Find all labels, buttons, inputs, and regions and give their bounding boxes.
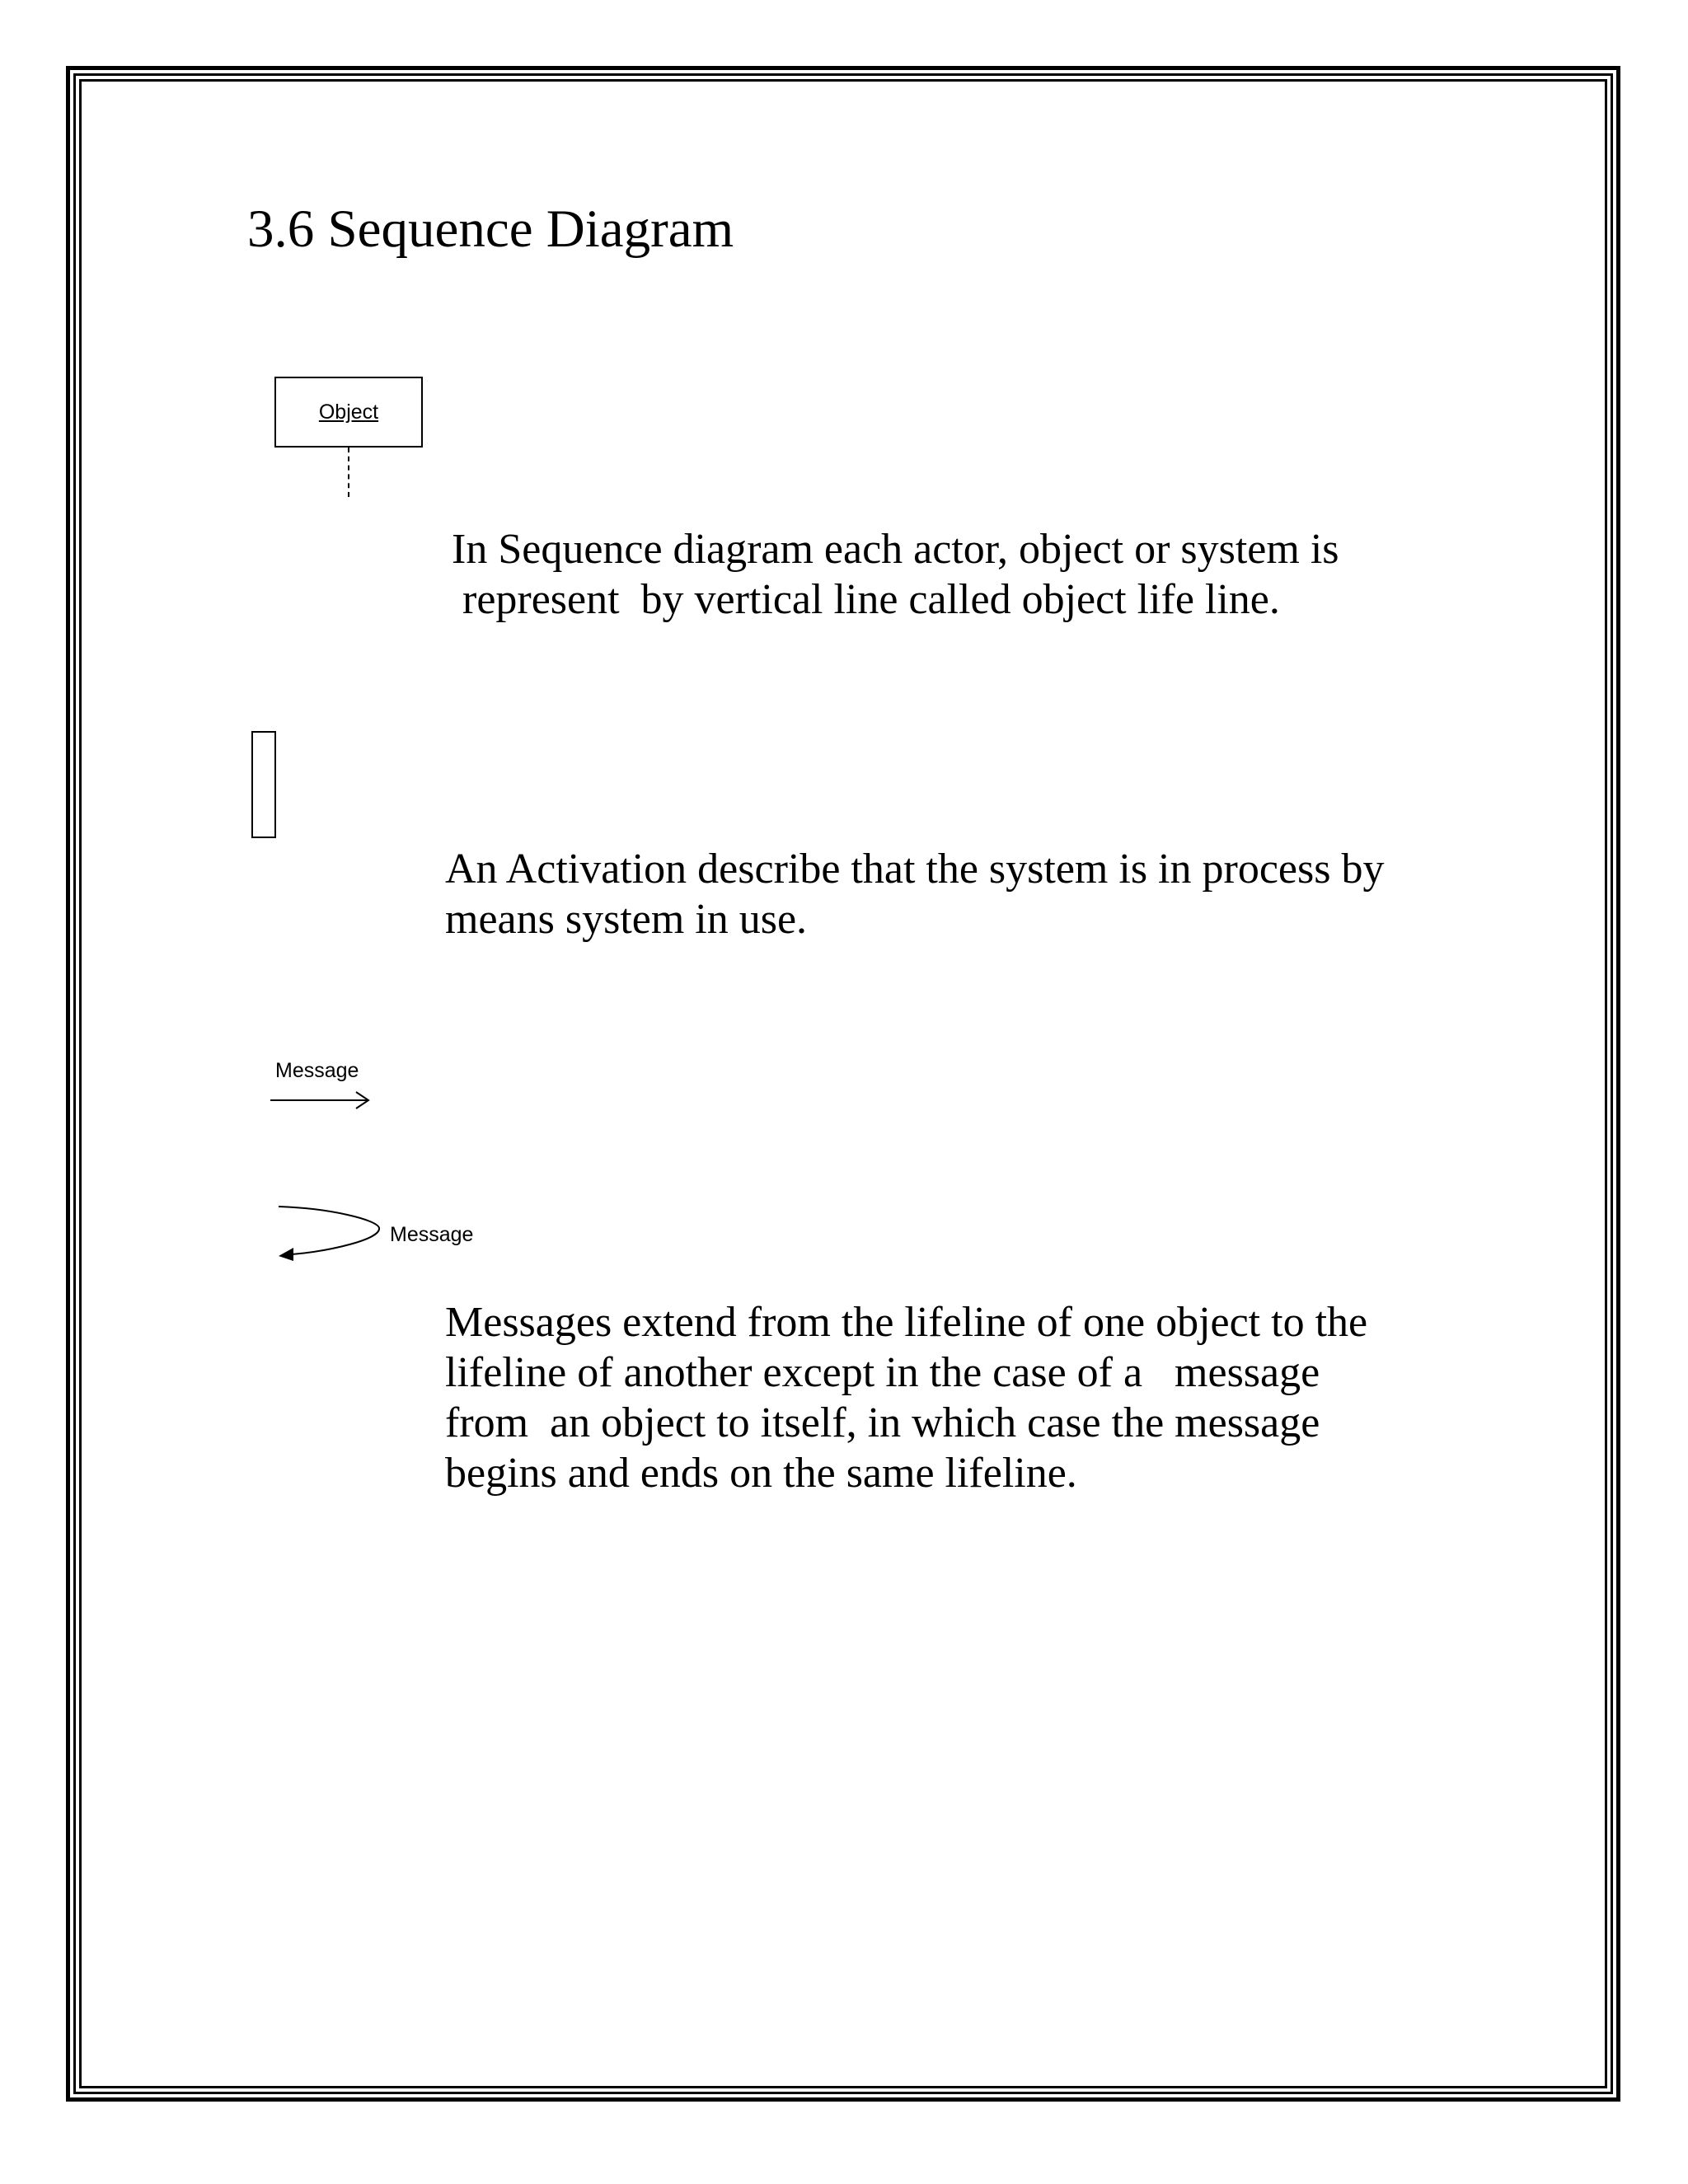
message-arrow-icon — [264, 1088, 379, 1113]
messages-description-line: lifeline of another except in the case of a message — [445, 1349, 1320, 1396]
activation-description — [445, 844, 1384, 944]
self-message-label: Message — [390, 1223, 474, 1246]
lifeline-description — [452, 524, 1339, 625]
page-title: 3.6 Sequence Diagram — [247, 199, 734, 259]
messages-description-line: from an object to itself, in which case the message — [445, 1399, 1320, 1446]
activation-description-line: An Activation describe that the system is in process by — [445, 846, 1385, 893]
messages-description — [445, 1297, 1367, 1498]
lifeline-description-line: represent by vertical line called object life line. — [452, 576, 1280, 623]
self-message-arrow-icon — [264, 1195, 387, 1277]
activation-description-line: means system in use. — [445, 896, 808, 943]
message-label: Message — [275, 1059, 359, 1082]
messages-description-line: Messages extend from the lifeline of one object to the — [445, 1299, 1368, 1346]
object-symbol — [274, 377, 423, 448]
object-label: Object — [318, 400, 379, 424]
messages-description-line: begins and ends on the same lifeline. — [445, 1450, 1077, 1497]
lifeline-description-line: In Sequence diagram each actor, object or system is — [452, 526, 1339, 573]
activation-symbol — [251, 731, 276, 838]
object-lifeline — [348, 448, 349, 497]
